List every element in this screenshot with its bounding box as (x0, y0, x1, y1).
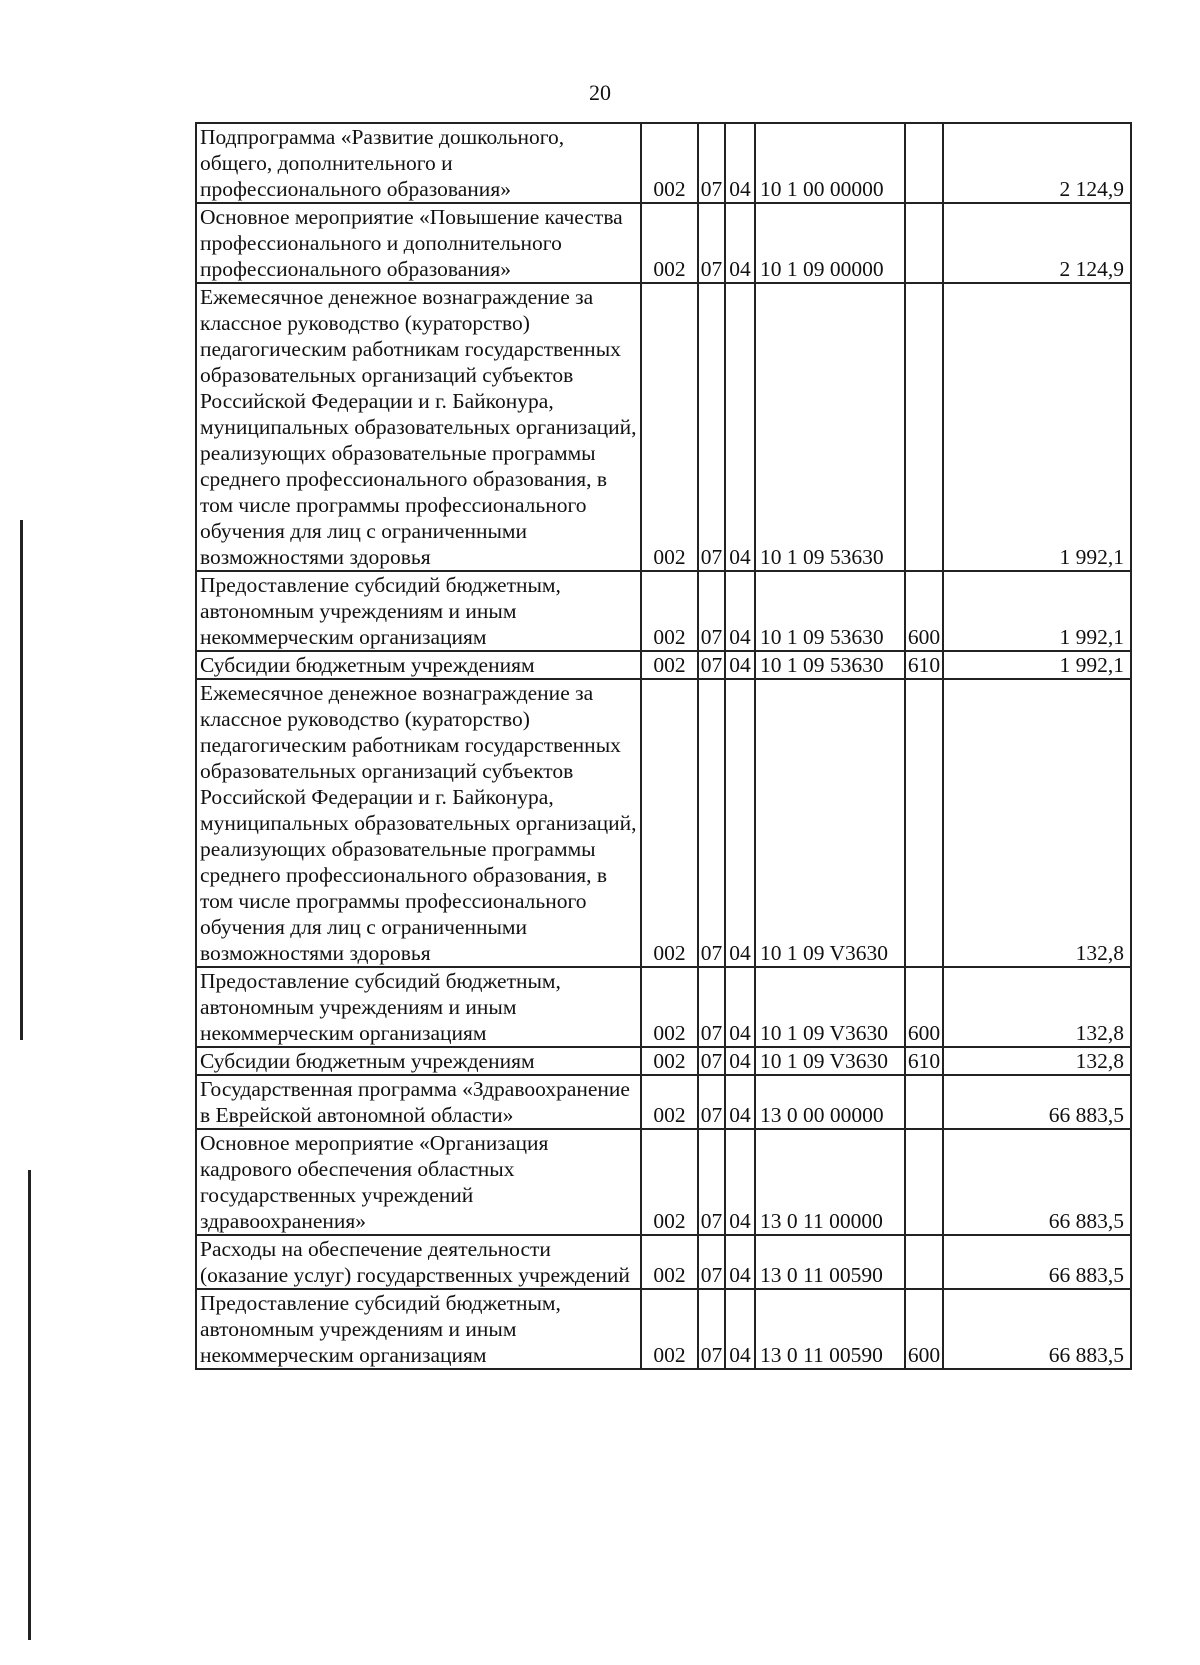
table-row (196, 1129, 1131, 1235)
table-row (196, 123, 1131, 203)
row-name: Основное мероприятие «Повышение качества профессионального и дополнительного профессионального образования» (196, 203, 641, 283)
grbs-code: 002 (641, 1289, 698, 1369)
grbs-code: 002 (641, 123, 698, 203)
row-name: Субсидии бюджетным учреждениям (196, 651, 641, 679)
target-article-code: 13 0 11 00590 (755, 1235, 905, 1289)
amount: 132,8 (943, 679, 1131, 967)
amount: 66 883,5 (943, 1289, 1131, 1369)
table-row (196, 651, 1131, 679)
table-row (196, 1289, 1131, 1369)
row-name: Подпрограмма «Развитие дошкольного, общего, дополнительного и профессионального образования» (196, 123, 641, 203)
subsection-code: 04 (725, 1289, 755, 1369)
section-code: 07 (698, 967, 725, 1047)
target-article-code: 10 1 09 53630 (755, 283, 905, 571)
grbs-code: 002 (641, 1129, 698, 1235)
subsection-code: 04 (725, 1235, 755, 1289)
amount: 1 992,1 (943, 283, 1131, 571)
scan-edge-mark (20, 520, 23, 1040)
table-row (196, 1047, 1131, 1075)
section-code: 07 (698, 571, 725, 651)
scan-edge-mark (28, 1170, 31, 1640)
grbs-code: 002 (641, 679, 698, 967)
subsection-code: 04 (725, 679, 755, 967)
grbs-code: 002 (641, 1075, 698, 1129)
row-name: Ежемесячное денежное вознаграждение за классное руководство (кураторство) педагогическим работникам государственных образовательных организаций субъектов Российской Федерации и г. Байконура, муниципальных образовательных организаций, реализующих образовательные программы среднего профессионального образования, в том числе программы профессионального обучения для лиц с ограниченными возможностями здоровья (196, 283, 641, 571)
budget-table (195, 122, 1132, 1370)
target-article-code: 13 0 11 00590 (755, 1289, 905, 1369)
table-row (196, 203, 1131, 283)
grbs-code: 002 (641, 203, 698, 283)
expense-type-code (905, 123, 943, 203)
section-code: 07 (698, 123, 725, 203)
target-article-code: 10 1 09 V3630 (755, 967, 905, 1047)
expense-type-code: 610 (905, 651, 943, 679)
section-code: 07 (698, 1235, 725, 1289)
subsection-code: 04 (725, 651, 755, 679)
section-code: 07 (698, 1075, 725, 1129)
subsection-code: 04 (725, 967, 755, 1047)
amount: 2 124,9 (943, 203, 1131, 283)
subsection-code: 04 (725, 203, 755, 283)
subsection-code: 04 (725, 283, 755, 571)
table-row (196, 1075, 1131, 1129)
amount: 132,8 (943, 1047, 1131, 1075)
expense-type-code: 600 (905, 967, 943, 1047)
row-name: Расходы на обеспечение деятельности (оказание услуг) государственных учреждений (196, 1235, 641, 1289)
grbs-code: 002 (641, 283, 698, 571)
page-number: 20 (589, 80, 611, 105)
section-code: 07 (698, 1047, 725, 1075)
target-article-code: 10 1 09 53630 (755, 651, 905, 679)
row-name: Предоставление субсидий бюджетным, автономным учреждениям и иным некоммерческим организациям (196, 1289, 641, 1369)
subsection-code: 04 (725, 123, 755, 203)
subsection-code: 04 (725, 1047, 755, 1075)
amount: 1 992,1 (943, 571, 1131, 651)
table-row (196, 679, 1131, 967)
section-code: 07 (698, 1289, 725, 1369)
grbs-code: 002 (641, 1235, 698, 1289)
row-name: Субсидии бюджетным учреждениям (196, 1047, 641, 1075)
expense-type-code (905, 283, 943, 571)
row-name: Основное мероприятие «Организация кадрового обеспечения областных государственных учреждений здравоохранения» (196, 1129, 641, 1235)
expense-type-code (905, 203, 943, 283)
section-code: 07 (698, 679, 725, 967)
target-article-code: 10 1 09 V3630 (755, 679, 905, 967)
target-article-code: 10 1 09 00000 (755, 203, 905, 283)
table-row (196, 571, 1131, 651)
section-code: 07 (698, 651, 725, 679)
target-article-code: 10 1 00 00000 (755, 123, 905, 203)
expense-type-code (905, 679, 943, 967)
expense-type-code: 600 (905, 1289, 943, 1369)
row-name: Предоставление субсидий бюджетным, автономным учреждениям и иным некоммерческим организациям (196, 571, 641, 651)
table-row (196, 967, 1131, 1047)
amount: 66 883,5 (943, 1129, 1131, 1235)
amount: 66 883,5 (943, 1075, 1131, 1129)
table-row (196, 1235, 1131, 1289)
target-article-code: 10 1 09 V3630 (755, 1047, 905, 1075)
target-article-code: 13 0 11 00000 (755, 1129, 905, 1235)
section-code: 07 (698, 203, 725, 283)
subsection-code: 04 (725, 571, 755, 651)
grbs-code: 002 (641, 1047, 698, 1075)
amount: 1 992,1 (943, 651, 1131, 679)
subsection-code: 04 (725, 1075, 755, 1129)
target-article-code: 10 1 09 53630 (755, 571, 905, 651)
section-code: 07 (698, 283, 725, 571)
grbs-code: 002 (641, 651, 698, 679)
grbs-code: 002 (641, 571, 698, 651)
row-name: Государственная программа «Здравоохранение в Еврейской автономной области» (196, 1075, 641, 1129)
subsection-code: 04 (725, 1129, 755, 1235)
amount: 66 883,5 (943, 1235, 1131, 1289)
section-code: 07 (698, 1129, 725, 1235)
row-name: Ежемесячное денежное вознаграждение за классное руководство (кураторство) педагогическим работникам государственных образовательных организаций субъектов Российской Федерации и г. Байконура, муниципальных образовательных организаций, реализующих образовательные программы среднего профессионального образования, в том числе программы профессионального обучения для лиц с ограниченными возможностями здоровья (196, 679, 641, 967)
target-article-code: 13 0 00 00000 (755, 1075, 905, 1129)
grbs-code: 002 (641, 967, 698, 1047)
row-name: Предоставление субсидий бюджетным, автономным учреждениям и иным некоммерческим организациям (196, 967, 641, 1047)
table-row (196, 283, 1131, 571)
expense-type-code: 600 (905, 571, 943, 651)
expense-type-code (905, 1235, 943, 1289)
amount: 2 124,9 (943, 123, 1131, 203)
amount: 132,8 (943, 967, 1131, 1047)
expense-type-code: 610 (905, 1047, 943, 1075)
expense-type-code (905, 1075, 943, 1129)
expense-type-code (905, 1129, 943, 1235)
